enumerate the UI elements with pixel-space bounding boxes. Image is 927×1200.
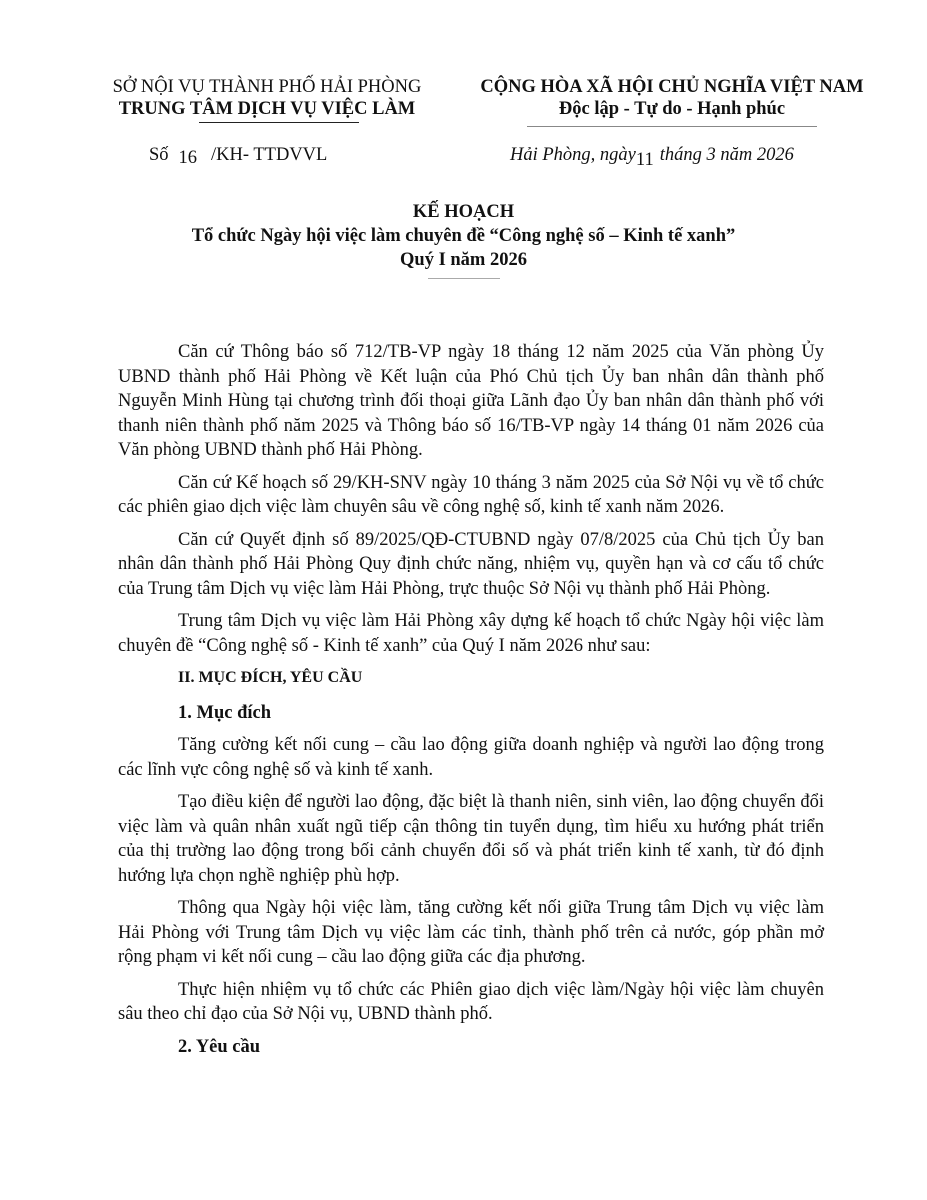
doc-number-value: 16: [178, 148, 198, 168]
place-and-date: [510, 145, 794, 170]
issuing-agency-block: [92, 76, 442, 123]
doc-number-prefix: Số: [149, 145, 169, 165]
national-motto: Độc lập - Tự do - Hạnh phúc: [558, 99, 786, 119]
document-subject: Tổ chức Ngày hội việc làm chuyên đề “Công nghệ số – Kinh tế xanh”: [191, 226, 736, 246]
legal-basis-paragraph: Căn cứ Quyết định số 89/2025/QĐ-CTUBND ngày 07/8/2025 của Chủ tịch Ủy ban nhân dân thành phố Hải Phòng Quy định chức năng, nhiệm vụ, quyền hạn và cơ cấu tổ chức của Trung tâm Dịch vụ việc làm Hải Phòng, trực thuộc Sở Nội vụ thành phố Hải Phòng.: [118, 529, 824, 599]
issuing-unit: TRUNG TÂM DỊCH VỤ VIỆC LÀM: [118, 99, 416, 119]
date-month-year: tháng 3 năm 2026: [659, 145, 794, 165]
purpose-paragraph: Tạo điều kiện để người lao động, đặc biệt là thanh niên, sinh viên, lao động chuyển đổi việc làm và quân nhân xuất ngũ tiếp cận thông tin tuyển dụng, tìm hiểu xu hướng phát triển của thị trường lao động trong bối cảnh chuyển đổi số và phát triển kinh tế xanh, từ đó định hướng lựa chọn nghề nghiệp phù hợp.: [118, 792, 824, 886]
document-body: [118, 340, 824, 1067]
document-number: [149, 145, 327, 166]
purpose-paragraph: Tăng cường kết nối cung – cầu lao động giữa doanh nghiệp và người lao động trong các lĩnh vực công nghệ số và kinh tế xanh.: [118, 735, 824, 780]
legal-basis-paragraph: Căn cứ Kế hoạch số 29/KH-SNV ngày 10 tháng 3 năm 2025 của Sở Nội vụ về tổ chức các phiên giao dịch việc làm chuyên sâu về công nghệ số, kinh tế xanh năm 2026.: [118, 472, 824, 517]
document-period: Quý I năm 2026: [400, 250, 527, 270]
date-day: 11: [635, 150, 654, 170]
subsection-heading-requirements: 2. Yêu cầu: [178, 1036, 261, 1057]
national-title: CỘNG HÒA XÃ HỘI CHỦ NGHĨA VIỆT NAM: [480, 77, 864, 97]
intro-paragraph: Trung tâm Dịch vụ việc làm Hải Phòng xây dựng kế hoạch tổ chức Ngày hội việc làm chuyên đề “Công nghệ số - Kinh tế xanh” của Quý I năm 2026 như sau:: [118, 611, 824, 656]
national-header-block: [452, 76, 892, 127]
purpose-paragraph: Thực hiện nhiệm vụ tổ chức các Phiên giao dịch việc làm/Ngày hội việc làm chuyên sâu theo chỉ đạo của Sở Nội vụ, UBND thành phố.: [118, 979, 824, 1024]
legal-basis-paragraph: Căn cứ Thông báo số 712/TB-VP ngày 18 tháng 12 năm 2025 của Văn phòng Ủy UBND thành phố Hải Phòng về Kết luận của Phó Chủ tịch Ủy ban nhân dân thành phố Nguyễn Minh Hùng tại chương trình đối thoại giữa Lãnh đạo Ủy ban nhân dân thành phố với thanh niên thành phố năm 2025 và Thông báo số 16/TB-VP ngày 14 tháng 01 năm 2026 của Văn phòng UBND thành phố Hải Phòng.: [118, 342, 824, 460]
document-title-block: [0, 200, 927, 279]
divider: [527, 126, 817, 127]
section-heading: II. MỤC ĐÍCH, YÊU CẦU: [178, 669, 363, 686]
place-prefix: Hải Phòng, ngày: [510, 145, 636, 165]
divider: [199, 122, 359, 123]
doc-number-suffix: /KH- TTDVVL: [211, 145, 328, 165]
parent-agency: SỞ NỘI VỤ THÀNH PHỐ HẢI PHÒNG: [112, 77, 422, 97]
document-type: KẾ HOẠCH: [412, 202, 515, 222]
subsection-heading-purpose: 1. Mục đích: [178, 702, 272, 723]
purpose-paragraph: Thông qua Ngày hội việc làm, tăng cường kết nối giữa Trung tâm Dịch vụ việc làm Hải Phòng với Trung tâm Dịch vụ việc làm các tỉnh, thành phố trên cả nước, góp phần mở rộng phạm vi kết nối cung – cầu lao động giữa các địa phương.: [118, 898, 824, 967]
divider: [428, 278, 500, 279]
